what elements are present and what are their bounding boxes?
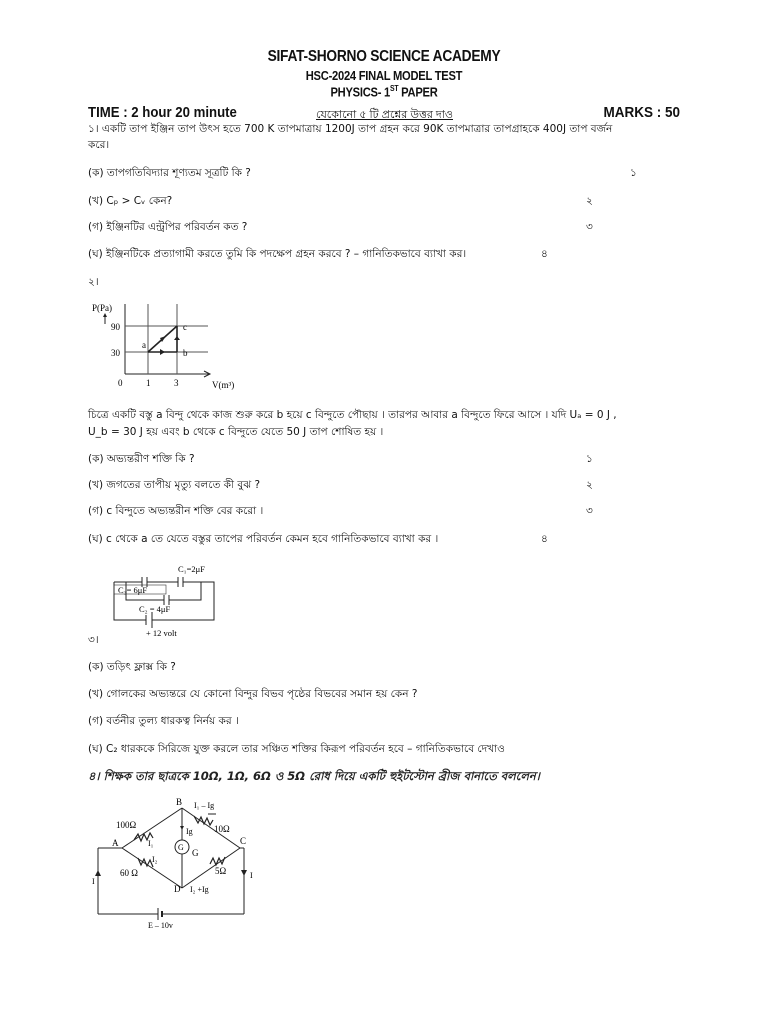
q3-part-gha: (ঘ) C₂ ধারককে সিরিজে যুক্ত করলে তার সঞ্চিত শক্তির কিরূপ পরিবর্তন হবে – গানিতিকভাবে দেখাও — [88, 743, 505, 755]
q1-part-ga: (গ) ইঞ্জিনটির এন্ট্রপির পরিবর্তন কত ? — [88, 221, 248, 233]
marks-label: MARKS : 50 — [603, 104, 680, 121]
bridge-node-d: D — [174, 884, 181, 894]
q3-part-ga: (গ) বর্তনীর তুল্য ধারকত্ব নির্নয় কর । — [88, 715, 239, 727]
q3-part-ka: (ক) তড়িৎ ফ্লাক্স কি ? — [88, 661, 176, 673]
bridge-current-right: I — [250, 871, 253, 880]
q4-stem: ৪। শিক্ষক তার ছাত্রকে 10Ω, 1Ω, 6Ω ও 5Ω রোধ দিয়ে একটি হুইটস্টোন ব্রীজ বানাতে বললেন। — [88, 769, 540, 783]
academy-name: SIFAT-SHORNO SCIENCE ACADEMY — [267, 48, 501, 65]
pv-graph — [90, 296, 260, 396]
q1-ka-mark: ১ — [630, 167, 637, 179]
q2-part-kha: (খ) জগতের তাপীয় মৃত্যু বলতে কী বুঝ ? — [88, 479, 261, 491]
bridge-i1: I₁ — [148, 839, 154, 848]
q2-kha-mark: ২ — [586, 479, 593, 491]
pv-xtick-3: 3 — [174, 378, 179, 388]
q2-number: ২। — [88, 276, 99, 288]
q3-part-kha: (খ) গোলকের অভ্যন্তরে যে কোনো বিন্দুর বিভব পৃষ্ঠের বিভবের সমান হয় কেন ? — [88, 688, 418, 700]
bridge-galvanometer-label: G — [192, 848, 199, 858]
instruction: যেকোনো ৫ টি প্রশ্নের উত্তর দাও — [316, 109, 453, 121]
pv-ytick-90: 90 — [111, 322, 120, 332]
bridge-r-ab: 100Ω — [116, 820, 137, 830]
pv-point-b: b — [183, 348, 188, 358]
circuit-c3-label: C₃= 6μF — [118, 585, 148, 595]
pv-xtick-0: 0 — [118, 378, 123, 388]
q2-part-gha: (ঘ) c থেকে a তে যেতে বস্তুর তাপের পরিবর্তন কেমন হবে গানিতিকভাবে ব্যাখা কর । — [88, 533, 439, 545]
bridge-r-ad: 60 Ω — [120, 868, 138, 878]
q2-gha-mark: ৪ — [541, 533, 548, 545]
circuit-c1-label: C₁=2μF — [178, 564, 205, 574]
q2-stem-line1: চিত্রে একটি বস্তু a বিন্দু থেকে কাজ শুরু করে b হয়ে c বিন্দুতে পৌছায় । তারপর আবার a বিন্দুতে ফিরে আসে । যদি Uₐ = 0 J , — [88, 409, 617, 421]
galvanometer-symbol: G — [178, 843, 184, 852]
pv-xtick-1: 1 — [146, 378, 151, 388]
wheatstone-bridge — [90, 796, 270, 931]
capacitor-circuit — [106, 560, 226, 640]
q1-part-kha: (খ) Cₚ > Cᵥ কেন? — [88, 195, 173, 207]
time-label: TIME : 2 hour 20 minute — [88, 104, 237, 121]
bridge-node-b: B — [176, 797, 183, 807]
q2-part-ga: (গ) c বিন্দুতে অভ্যন্তরীন শক্তি বের করো । — [88, 505, 264, 517]
pv-point-c: c — [183, 322, 187, 332]
bridge-i1-minus-ig: I₁ – Ig — [194, 801, 215, 810]
bridge-emf: E – 10v — [148, 921, 173, 930]
exam-title: HSC-2024 FINAL MODEL TEST — [305, 68, 463, 83]
q1-ga-mark: ৩ — [586, 221, 593, 233]
circuit-c2-label: C₂ = 4μF — [139, 604, 171, 614]
q1-part-ka: (ক) তাপগতিবিদ্যার শূণ্যতম সূত্রটি কি ? — [88, 167, 251, 179]
bridge-ig: Ig — [186, 827, 193, 836]
circuit-voltage-label: + 12 volt — [146, 628, 177, 638]
bridge-r-bc: 10Ω — [214, 824, 230, 834]
bridge-r-dc: 5Ω — [215, 866, 227, 876]
bridge-node-c: C — [240, 836, 247, 846]
bridge-node-a: A — [112, 838, 119, 848]
q1-gha-mark: ৪ — [541, 248, 548, 260]
pv-xlabel: V(m³) — [212, 380, 235, 390]
q2-ka-mark: ১ — [586, 453, 593, 465]
q3-number: ৩। — [88, 634, 99, 646]
q1-stem-line1: ১। একটি তাপ ইঞ্জিন তাপ উৎস হতে 700 K তাপমাত্রায় 1200J তাপ গ্রহন করে 90K তাপমাত্রার তাপগ্রাহকে 400J তাপ বর্জন — [88, 123, 613, 135]
bridge-i2: I₂ — [152, 855, 158, 864]
pv-ytick-30: 30 — [111, 348, 120, 358]
paper-title: PHYSICS- 1ST PAPER — [330, 84, 438, 100]
q2-stem-line2: U_b = 30 J হয় এবং b থেকে c বিন্দুতে যেতে 50 J তাপ শোষিত হয় । — [88, 426, 384, 438]
bridge-current-left: I — [92, 877, 95, 886]
q2-ga-mark: ৩ — [586, 505, 593, 517]
q2-part-ka: (ক) অভ্যন্তরীণ শক্তি কি ? — [88, 453, 195, 465]
pv-point-a: a — [142, 340, 146, 350]
bridge-i2-plus-ig: I₂ +Ig — [190, 885, 209, 894]
q1-part-gha: (ঘ) ইঞ্জিনটিকে প্রত্যাগামী করতে তুমি কি পদক্ষেপ গ্রহন করবে ? – গানিতিকভাবে ব্যাখা কর। — [88, 248, 467, 260]
q1-stem-line2: করে। — [88, 139, 110, 151]
q1-kha-mark: ২ — [586, 195, 593, 207]
pv-ylabel: P(Pa) — [92, 303, 112, 313]
